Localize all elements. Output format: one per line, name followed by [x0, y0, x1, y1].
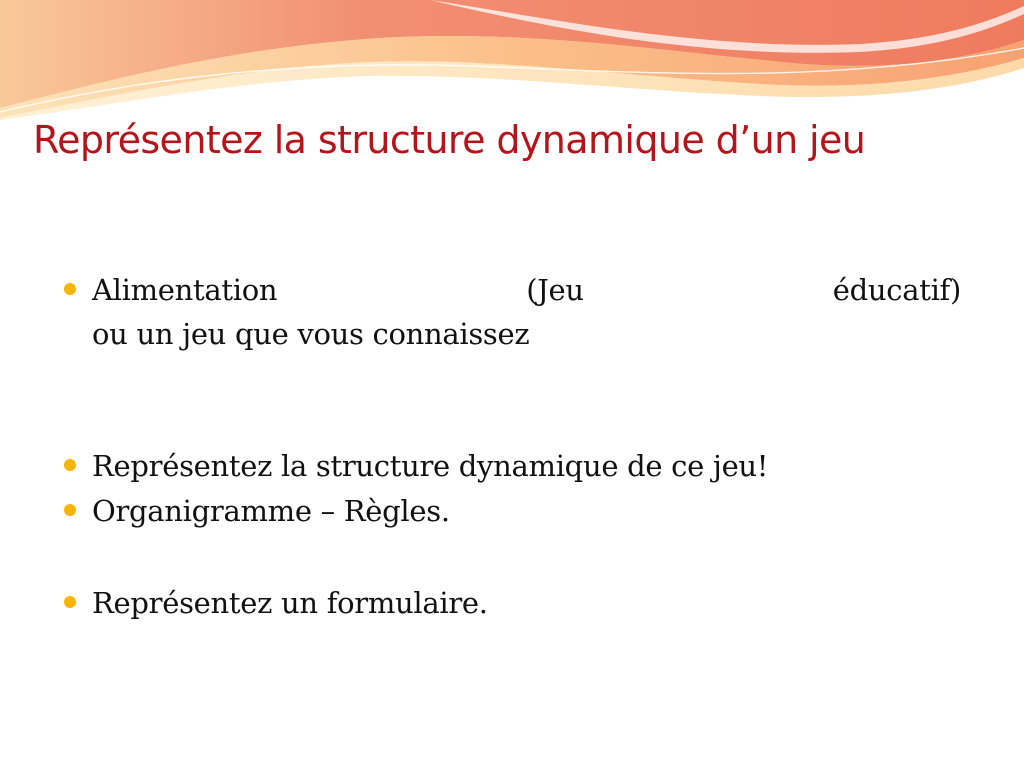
bullet-1-second-line: ou un jeu que vous connaissez — [92, 317, 530, 351]
bullet-1-first-line — [92, 268, 961, 312]
bullet-1-word-3: éducatif) — [832, 273, 961, 307]
bullet-item-3 — [64, 489, 964, 533]
bullet-4-text: Représentez un formulaire. — [92, 586, 488, 620]
bullet-1-word-2: (Jeu — [526, 273, 584, 307]
bullet-item-1 — [64, 268, 964, 356]
bullet-item-4 — [64, 581, 964, 625]
bullet-1-word-1: Alimentation — [92, 273, 278, 307]
bullet-dot-icon — [64, 596, 76, 608]
bullet-dot-icon — [64, 283, 76, 295]
decorative-wave-banner — [0, 0, 1024, 120]
bullet-3-text: Organigramme – Règles. — [92, 494, 450, 528]
bullet-dot-icon — [64, 459, 76, 471]
slide-title: Représentez la structure dynamique d’un jeu — [33, 118, 866, 162]
bullet-item-2 — [64, 444, 964, 488]
bullet-dot-icon — [64, 504, 76, 516]
bullet-2-text: Représentez la structure dynamique de ce jeu! — [92, 449, 769, 483]
